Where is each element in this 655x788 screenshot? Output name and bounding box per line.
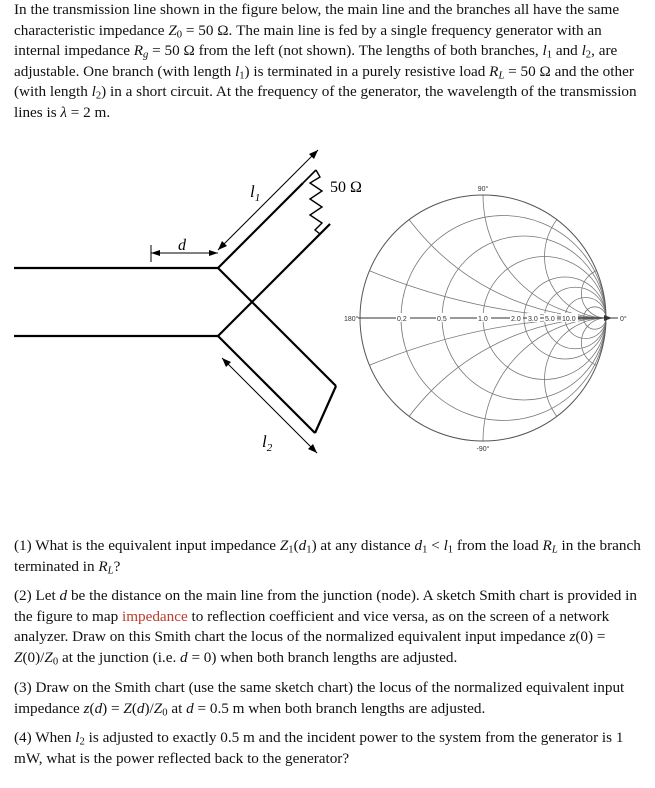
smith-label-180: 180° bbox=[344, 316, 359, 323]
r-label-1.0: 1.0 bbox=[478, 316, 488, 323]
branch-l1-lower-conductor bbox=[218, 183, 303, 268]
load-wire-bottom bbox=[320, 224, 330, 234]
reactance-arc-neg-0.5 bbox=[360, 318, 655, 535]
branch-l2-upper-conductor bbox=[218, 268, 336, 386]
load-resistor bbox=[310, 170, 322, 234]
reactance-arc-pos-0.5 bbox=[360, 135, 655, 318]
branch-l1-upper-conductor bbox=[218, 224, 330, 336]
arrowhead-d-start bbox=[151, 250, 160, 256]
dimension-l1 bbox=[218, 150, 318, 250]
question-1: (1) What is the equivalent input impedance $Z_1(d_1)$ at any distance $d_1 < l_1$ from the load $R_L$ in the branch terminated in $R_L$? bbox=[14, 537, 641, 577]
smith-label-90: 90° bbox=[477, 186, 489, 193]
r-label-10.0: 10.0 bbox=[562, 316, 576, 323]
transmission-line-diagram bbox=[14, 150, 336, 453]
r-label-3.0: 3.0 bbox=[528, 316, 538, 323]
reactance-arc-neg-0.2 bbox=[0, 318, 655, 535]
r-label-0.5: 0.5 bbox=[437, 316, 447, 323]
r-label-5.0: 5.0 bbox=[545, 316, 555, 323]
question-2: (2) Let d be the distance on the main line from the junction (node). A sketch Smith chart is provided in the figure to map impedance to reflection coefficient and vice versa, as on the screen of a network analyzer. Draw on this Smith chart the locus of the normalized equivalent input impedance $z(0) = Z(0)/Z_0$ at the junction (i.e. d = 0) when both branch lengths are adjusted. bbox=[14, 587, 637, 668]
arrowhead-d-end bbox=[209, 250, 218, 256]
label-load-50-ohm: 50 Ω bbox=[330, 179, 362, 196]
problem-statement: In the transmission line shown in the figure below, the main line and the branches all have the same characteristic impedance $Z_0 = 50$ Ω. The main line is fed by a single frequency generator with an internal impedance $R_g = 50$ Ω from the left (not shown). The lengths of both branches, $l_1$ and $l_2$, are adjustable. One branch (with length $l_1$) is terminated in a purely resistive load $R_L = 50$ Ω and the other (with length $l_2$) in a short circuit. At the frequency of the generator, the wavelength of the transmission lines is λ = 2 m. bbox=[14, 1, 637, 121]
label-d: d bbox=[178, 237, 186, 254]
dimension-l2 bbox=[222, 358, 317, 453]
circuit-and-smith-chart-figure bbox=[0, 135, 655, 535]
question-4: (4) When $l_2$ is adjusted to exactly 0.5 m and the incident power to the system from the generator is 1 mW, what is the power reflected back to the generator? bbox=[14, 729, 624, 767]
r-label-2.0: 2.0 bbox=[511, 316, 521, 323]
impedance-highlight: impedance bbox=[121, 607, 188, 625]
reactance-arc-pos-1 bbox=[483, 135, 655, 318]
label-l1: $l_1$ bbox=[250, 182, 261, 204]
question-3: (3) Draw on the Smith chart (use the same sketch chart) the locus of the normalized equivalent input impedance $z(d) = Z(d)/Z_0$ at d = 0.5 m when both branch lengths are adjusted. bbox=[14, 679, 625, 719]
r-label-0.2: 0.2 bbox=[397, 316, 407, 323]
real-axis-arrow bbox=[604, 315, 612, 321]
smith-label-0: 0° bbox=[620, 316, 627, 323]
label-l2: $l_2$ bbox=[262, 432, 273, 454]
smith-label-minus-90: -90° bbox=[476, 446, 490, 453]
short-circuit bbox=[315, 386, 336, 433]
reactance-arc-neg-1 bbox=[483, 318, 655, 535]
